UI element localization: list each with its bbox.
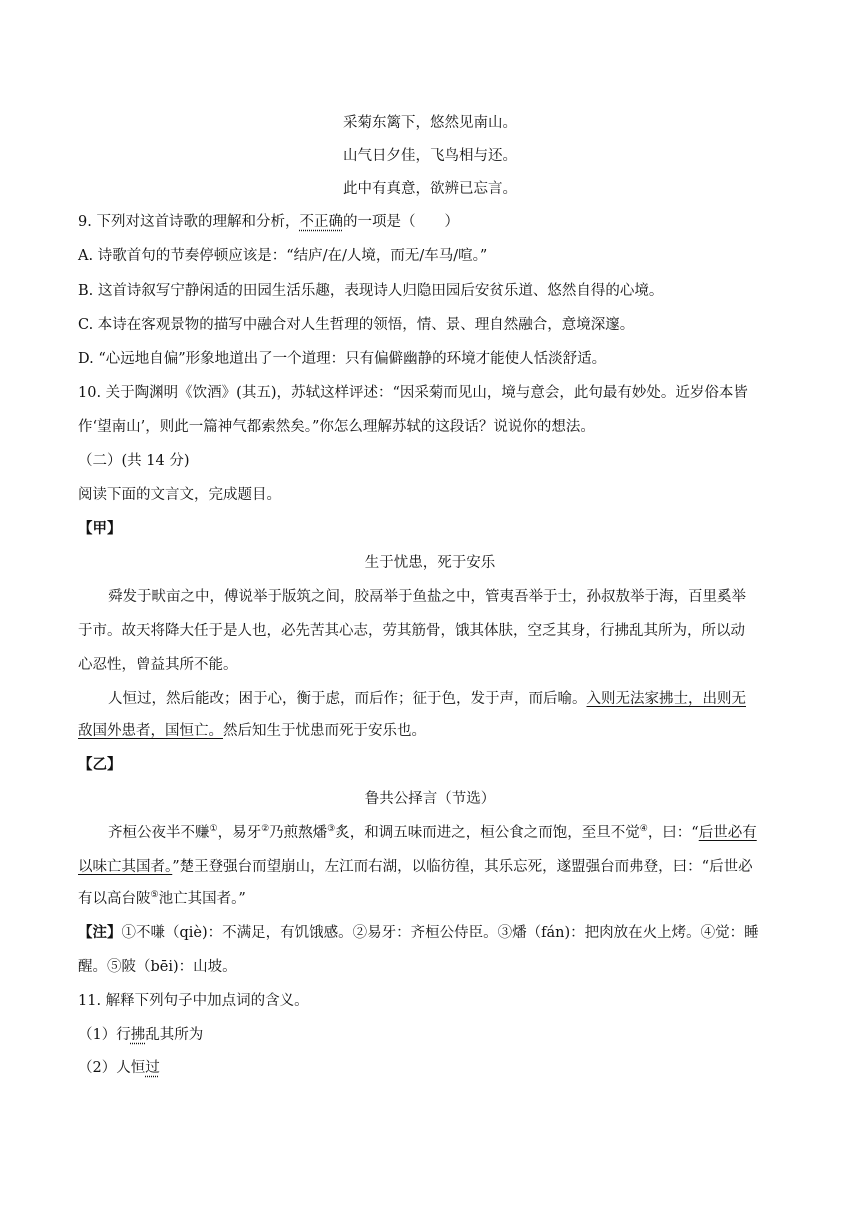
passage-text: 以味亡其国者。”楚王登强台而望崩山，左江而右湖，以临彷徨，其乐忘死，遂盟强台而弗登，曰：“后世必 xyxy=(78,859,753,875)
passage-text: 敌国外患者，国恒亡。然后知生于忧患而死于安乐也。 xyxy=(78,723,426,739)
question-11-stem: 11. 解释下列句子中加点词的含义。 xyxy=(78,993,309,1009)
section-heading: （二）(共 14 分) xyxy=(78,453,190,469)
section-instruction: 阅读下面的文言文，完成题目。 xyxy=(78,487,281,503)
underlined-sentence: 敌国外患者，国恒亡。 xyxy=(78,723,223,739)
passage-label-yi: 【乙】 xyxy=(78,756,122,773)
notes-line: 醒。⑤陂（bēi)：山坡。 xyxy=(78,959,237,975)
question-9-stem: 9. 下列对这首诗歌的理解和分析，不正确的一项是（ ） xyxy=(78,214,459,230)
footnote-marker: ⑤ xyxy=(150,890,159,901)
passage-text: 心忍性，曾益其所不能。 xyxy=(78,657,238,673)
emphasis-dots: 过 xyxy=(145,1060,160,1076)
underlined-sentence: 后世必有 xyxy=(698,825,757,841)
passage-title-jia: 生于忧患，死于安乐 xyxy=(364,555,496,571)
poem-line: 山气日夕佳，飞鸟相与还。 xyxy=(343,148,517,164)
underlined-sentence: 入则无法家拂士，出则无 xyxy=(586,691,746,707)
emphasis-dots: 不正确 xyxy=(299,214,343,230)
passage-text: 舜发于畎亩之中，傅说举于版筑之间，胶鬲举于鱼盐之中，管夷吾举于士，孙叔敖举于海，百里奚举 xyxy=(108,589,746,605)
passage-text: 于市。故天将降大任于是人也，必先苦其心志，劳其筋骨，饿其体肤，空乏其身，行拂乱其所为，所以动 xyxy=(78,623,745,639)
footnote-marker: ③ xyxy=(327,824,336,835)
notes-label: 【注】 xyxy=(78,924,122,941)
question-11-item: （1）行拂乱其所为 xyxy=(78,1027,204,1043)
footnote-marker: ② xyxy=(261,824,270,835)
question-10-line: 10. 关于陶渊明《饮酒》(其五)，苏轼这样评述：“因采菊而见山，境与意会，此句最有妙处。近岁俗本皆 xyxy=(78,385,748,401)
passage-label-jia: 【甲】 xyxy=(78,520,122,537)
question-10-line: 作‘望南山’，则此一篇神气都索然矣。”你怎么理解苏轼的这段话？说说你的想法。 xyxy=(78,419,595,435)
option-a: A. 诗歌首句的节奏停顿应该是：“结庐/在/人境，而无/车马/喧。” xyxy=(78,248,488,264)
question-11-item: （2）人恒过 xyxy=(78,1060,160,1076)
notes-line: 【注】①不嗛（qiè)：不满足，有饥饿感。②易牙：齐桓公侍臣。③燔（fán)：把肉放在火上烤。④觉：睡 xyxy=(78,924,759,941)
passage-title-yi: 鲁共公择言（节选） xyxy=(364,791,496,807)
passage-text: 有以高台陂⑤池亡其国者。” xyxy=(78,890,246,907)
emphasis-dots: 拂 xyxy=(130,1027,146,1043)
poem-line: 此中有真意，欲辨已忘言。 xyxy=(343,181,517,197)
option-c: C. 本诗在客观景物的描写中融合对人生哲理的领悟，情、景、理自然融合，意境深邃。 xyxy=(78,317,635,333)
passage-text: 齐桓公夜半不赚①，易牙②乃煎熬燔③炙，和调五味而进之，桓公食之而饱，至旦不觉④，曰：“后世必有 xyxy=(108,824,757,841)
footnote-marker: ① xyxy=(209,824,218,835)
footnote-marker: ④ xyxy=(639,824,648,835)
option-b: B. 这首诗叙写宁静闲适的田园生活乐趣，表现诗人归隐田园后安贫乐道、悠然自得的心境。 xyxy=(78,283,664,299)
option-d: D. “心远地自偏”形象地道出了一个道理：只有偏僻幽静的环境才能使人恬淡舒适。 xyxy=(78,351,607,367)
underlined-sentence: 以味亡其国者。 xyxy=(78,859,173,875)
passage-text: 人恒过，然后能改；困于心，衡于虑，而后作；征于色，发于声，而后喻。入则无法家拂士，出则无 xyxy=(108,691,746,707)
poem-line: 采菊东篱下，悠然见南山。 xyxy=(343,115,517,131)
